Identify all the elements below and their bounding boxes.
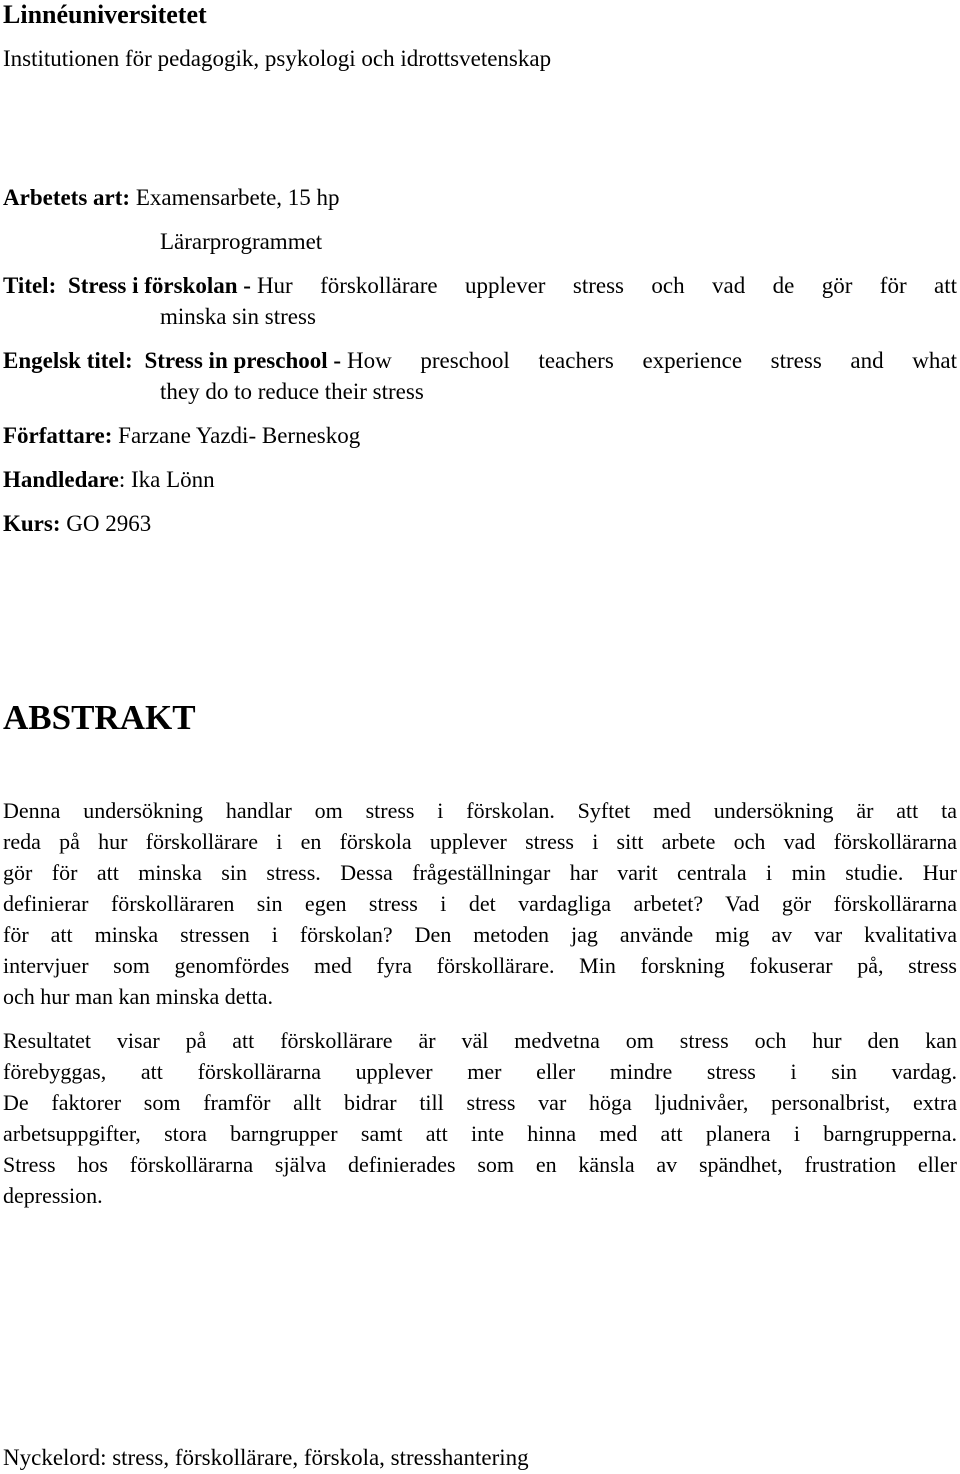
work-type-label: Arbetets art: <box>3 185 131 210</box>
author-label: Författare: <box>3 423 113 448</box>
supervisor-row <box>3 464 215 495</box>
title-bold: Stress i förskolan - <box>67 273 251 298</box>
english-title-label: Engelsk titel: <box>3 348 133 373</box>
abstract-heading: ABSTRAKT <box>3 698 196 737</box>
title-row <box>3 270 957 332</box>
abstract-p1-line: Denna undersökning handlar om stress i förskolan. Syftet med undersökning är att ta <box>3 798 957 823</box>
english-title-bold: Stress in preschool - <box>144 348 342 373</box>
title-rest-line2: minska sin stress <box>160 304 316 329</box>
abstract-p1-line: intervjuer som genomfördes med fyra förskollärare. Min forskning fokuserar på, stress <box>3 953 957 978</box>
author-row <box>3 420 360 451</box>
english-title-rest-line2: they do to reduce their stress <box>160 379 424 404</box>
abstract-p1-line: gör för att minska sin stress. Dessa frågeställningar har varit centrala i min studie. Hur <box>3 860 957 885</box>
institution-name: Institutionen för pedagogik, psykologi och idrottsvetenskap <box>3 46 552 71</box>
abstract-p1-line: definierar förskolläraren sin egen stress i det vardagliga arbetet? Vad gör förskollärarna <box>3 891 957 916</box>
abstract-p2-line: Stress hos förskollärarna själva definierades som en känsla av spändhet, frustration eller <box>3 1152 957 1177</box>
work-type-value: Examensarbete, 15 hp <box>135 185 340 210</box>
english-title-rest-line1: How preschool teachers experience stress and what <box>347 348 957 373</box>
title-rest-line1: Hur förskollärare upplever stress och vad de gör för att <box>256 273 957 298</box>
abstract-p2-line: arbetsuppgifter, stora barngrupper samt att inte hinna med att planera i barngrupperna. <box>3 1121 957 1146</box>
supervisor-label: Handledare <box>3 467 119 492</box>
abstract-p2-line: förebyggas, att förskollärarna upplever mer eller mindre stress i sin vardag. <box>3 1059 957 1084</box>
supervisor-value: : Ika Lönn <box>118 467 215 492</box>
abstract-p1-line: reda på hur förskollärare i en förskola upplever stress i sitt arbete och vad förskollärarna <box>3 829 957 854</box>
abstract-paragraph-1 <box>3 795 957 1012</box>
work-type-row <box>3 182 340 213</box>
course-row <box>3 508 151 539</box>
abstract-paragraph-2 <box>3 1025 957 1211</box>
abstract-p1-line: och hur man kan minska detta. <box>3 984 274 1009</box>
english-title-row <box>3 345 957 407</box>
author-value: Farzane Yazdi- Berneskog <box>118 423 361 448</box>
program: Lärarprogrammet <box>160 229 323 254</box>
course-label: Kurs: <box>3 511 61 536</box>
course-value: GO 2963 <box>66 511 152 536</box>
abstract-p2-line: depression. <box>3 1183 103 1208</box>
keywords: Nyckelord: stress, förskollärare, förskola, stresshantering <box>3 1445 529 1470</box>
abstract-p1-line: för att minska stressen i förskolan? Den metoden jag använde mig av var kvalitativa <box>3 922 957 947</box>
abstract-p2-line: De faktorer som framför allt bidrar till stress var höga ljudnivåer, personalbrist, extra <box>3 1090 957 1115</box>
university-name: Linnéuniversitetet <box>3 0 207 29</box>
title-label: Titel: <box>3 273 57 298</box>
abstract-p2-line: Resultatet visar på att förskollärare är väl medvetna om stress och hur den kan <box>3 1028 957 1053</box>
